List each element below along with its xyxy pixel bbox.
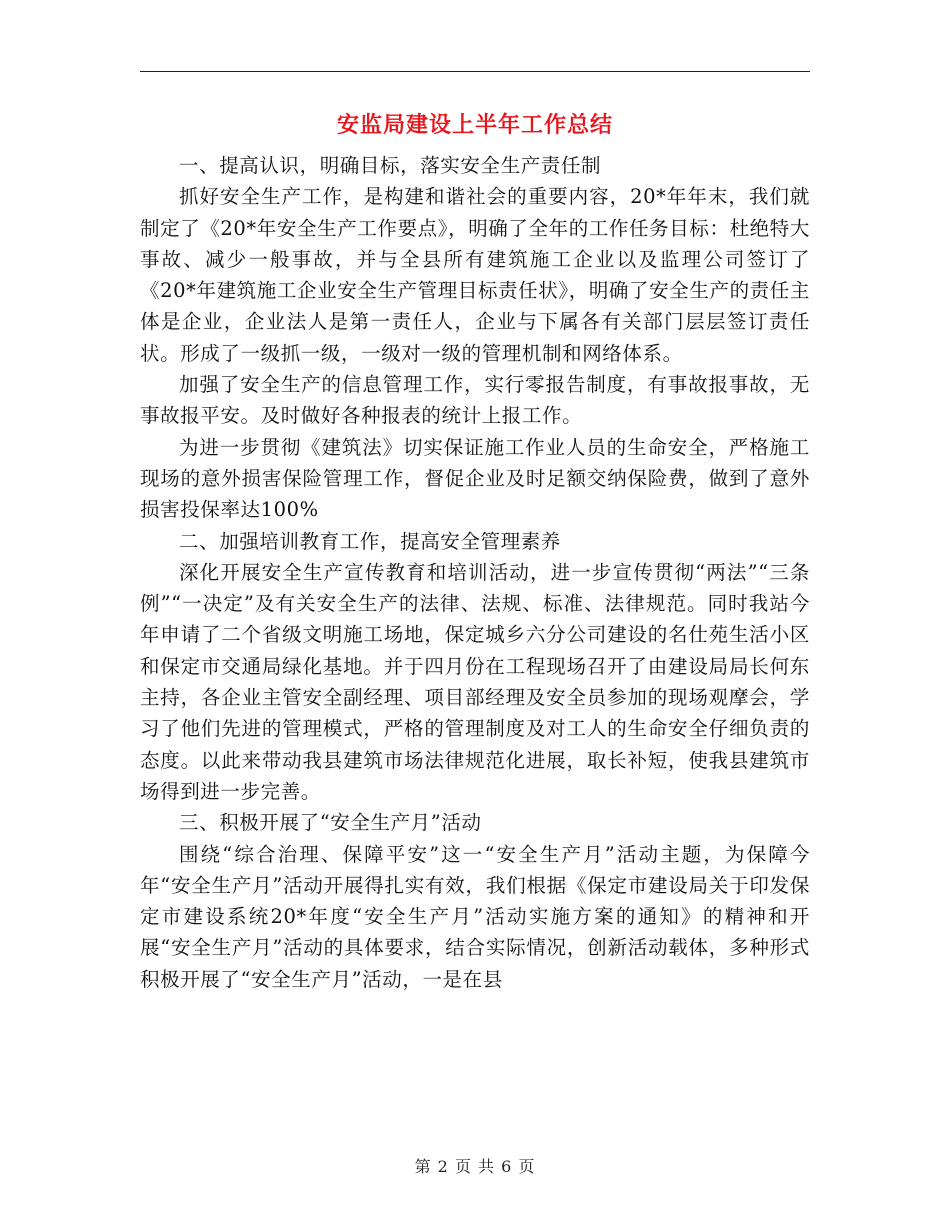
body-paragraph: 围绕“综合治理、保障平安”这一“安全生产月”活动主题，为保障今年“安全生产月”活动开展得扎实有效，我们根据《保定市建设局关于印发保定市建设系统20*年度“安全生产月”活动实施方案的通知》的精神和开展“安全生产月”活动的具体要求，结合实际情况，创新活动载体，多种形式积极开展了“安全生产月”活动，一是在县 (140, 842, 810, 991)
body-paragraph: 抓好安全生产工作，是构建和谐社会的重要内容，20*年年末，我们就制定了《20*年安全生产工作要点》，明确了全年的工作任务目标：杜绝特大事故、减少一般事故，并与全县所有建筑施工企业以及监理公司签订了《20*年建筑施工企业安全生产管理目标责任状》，明确了安全生产的责任主体是企业，企业法人是第一责任人，企业与下属各有关部门层层签订责任状。形成了一级抓一级，一级对一级的管理机制和网络体系。 (140, 185, 810, 365)
body-paragraph: 深化开展安全生产宣传教育和培训活动，进一步宣传贯彻“两法”“三条例”“一决定”及有关安全生产的法律、法规、标准、法律规范。同时我站今年申请了二个省级文明施工场地，保定城乡六分公司建设的名仕苑生活小区和保定市交通局绿化基地。并于四月份在工程现场召开了由建设局局长何东主持，各企业主管安全副经理、项目部经理及安全员参加的现场观摩会，学习了他们先进的管理模式，严格的管理制度及对工人的生命安全仔细负责的态度。以此来带动我县建筑市场法律规范化进展，取长补短，使我县建筑市场得到进一步完善。 (140, 560, 810, 803)
document-body (140, 150, 810, 995)
section-heading-3: 三、积极开展了“安全生产月”活动 (179, 811, 482, 835)
page-number-footer: 第 2 页 共 6 页 (414, 1157, 536, 1176)
header-rule (140, 71, 810, 72)
body-paragraph: 加强了安全生产的信息管理工作，实行零报告制度，有事故报事故，无事故报平安。及时做好各种报表的统计上报工作。 (140, 373, 810, 428)
document-title: 安监局建设上半年工作总结 (336, 112, 613, 138)
section-heading-2: 二、加强培训教育工作，提高安全管理素养 (179, 529, 561, 553)
body-paragraph: 为进一步贯彻《建筑法》切实保证施工作业人员的生命安全，严格施工现场的意外损害保险管理工作，督促企业及时足额交纳保险费，做到了意外损害投保率达100% (140, 435, 810, 522)
section-heading-1: 一、提高认识，明确目标，落实安全生产责任制 (179, 154, 602, 177)
